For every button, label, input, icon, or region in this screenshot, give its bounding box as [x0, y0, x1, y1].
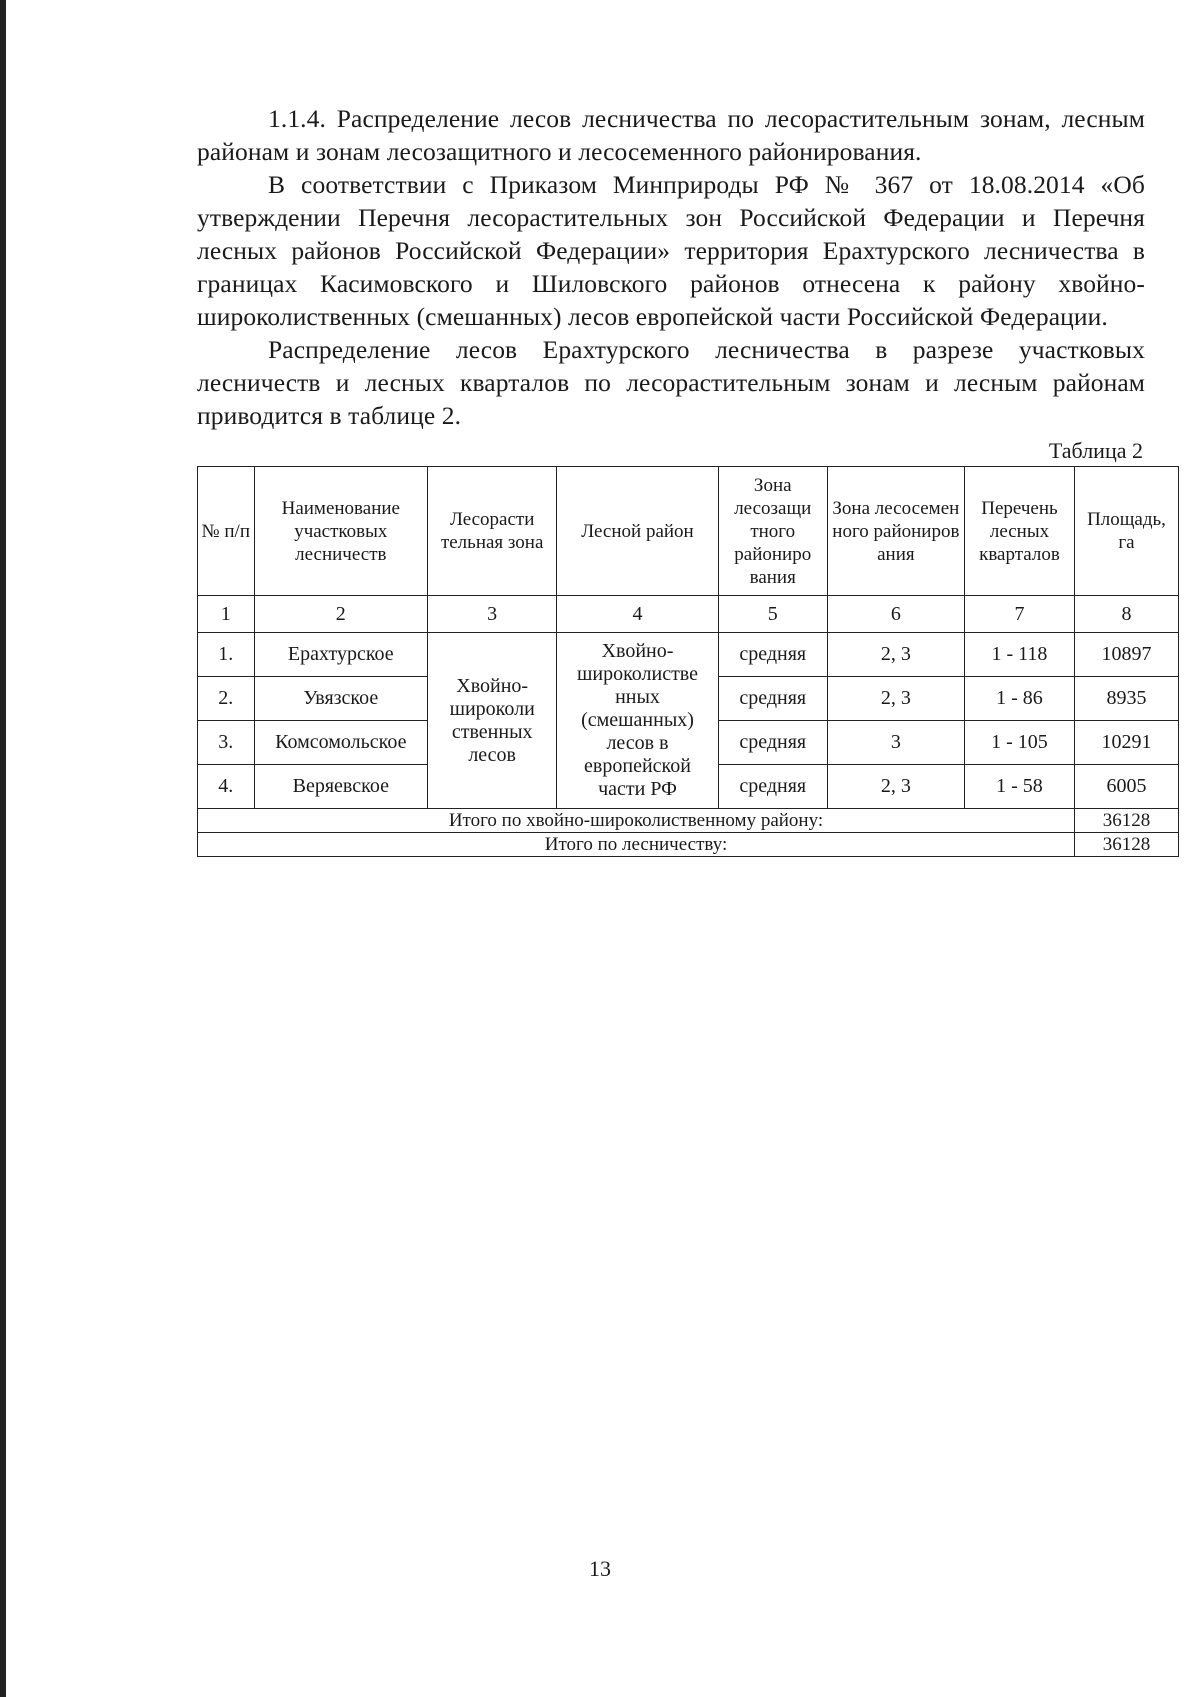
- total-label: Итого по хвойно-широколиственному району:: [198, 809, 1075, 833]
- header-quarters: Перечень лесных кварталов: [964, 467, 1074, 596]
- row-number: 2.: [198, 677, 255, 721]
- protection-zone: средняя: [718, 633, 827, 677]
- row-number: 4.: [198, 765, 255, 809]
- header-number: № п/п: [198, 467, 255, 596]
- column-number: 1: [198, 596, 255, 633]
- header-area: Площадь, га: [1074, 467, 1178, 596]
- total-value: 36128: [1074, 809, 1178, 833]
- total-row-forestry: [198, 833, 1179, 857]
- column-number: 5: [718, 596, 827, 633]
- seed-zone: 2, 3: [827, 765, 964, 809]
- quarters: 1 - 58: [964, 765, 1074, 809]
- table-caption: Таблица 2: [1048, 438, 1143, 463]
- area: 8935: [1074, 677, 1178, 721]
- column-number: 6: [827, 596, 964, 633]
- quarters: 1 - 86: [964, 677, 1074, 721]
- total-label: Итого по лесничеству:: [198, 833, 1075, 857]
- header-vegetation-zone: Лесорасти тельная зона: [428, 467, 557, 596]
- forest-district-cell: Хвойно-широколистве нных (смешанных) лесов в европейской части РФ: [557, 633, 718, 809]
- section-heading-paragraph: 1.1.4. Распределение лесов лесничества по лесорастительным зонам, лесным районам и зонам лесозащитного и лесосеменного районирования.: [197, 104, 1145, 166]
- forestry-name: Увязское: [254, 677, 428, 721]
- seed-zone: 2, 3: [827, 633, 964, 677]
- vegetation-zone-cell: Хвойно-широколи ственных лесов: [428, 633, 557, 809]
- total-row-district: [198, 809, 1179, 833]
- area: 10291: [1074, 721, 1178, 765]
- seed-zone: 3: [827, 721, 964, 765]
- table-intro-paragraph: Распределение лесов Ерахтурского лесничества в разрезе участковых лесничеств и лесных кварталов по лесорастительным зонам и лесным районам приводится в таблице 2.: [197, 335, 1145, 430]
- table-header-row: [198, 467, 1179, 596]
- column-number: 3: [428, 596, 557, 633]
- header-seed-zone: Зона лесосемен ного райониров ания: [827, 467, 964, 596]
- protection-zone: средняя: [718, 677, 827, 721]
- column-number: 4: [557, 596, 718, 633]
- page-number: 13: [589, 1556, 611, 1581]
- forest-distribution-table: [197, 466, 1179, 857]
- header-forestry-name: Наименование участковых лесничеств: [254, 467, 428, 596]
- document-body: [197, 102, 1166, 857]
- table-row: [198, 633, 1179, 677]
- quarters: 1 - 105: [964, 721, 1074, 765]
- order-reference-paragraph: В соответствии с Приказом Минприроды РФ № 367 от 18.08.2014 «Об утверждении Перечня лесорастительных зон Российской Федерации и Перечня лесных районов Российской Федерации» территория Ерахтурского лесничества в границах Касимовского и Шиловского районов отнесена к району хвойно-широколиственных (смешанных) лесов европейской части Российской Федерации.: [197, 170, 1145, 331]
- row-number: 1.: [198, 633, 255, 677]
- forestry-name: Ерахтурское: [254, 633, 428, 677]
- area: 10897: [1074, 633, 1178, 677]
- scan-edge: [0, 0, 6, 1697]
- header-forest-district: Лесной район: [557, 467, 718, 596]
- quarters: 1 - 118: [964, 633, 1074, 677]
- forestry-name: Комсомольское: [254, 721, 428, 765]
- column-number: 7: [964, 596, 1074, 633]
- protection-zone: средняя: [718, 721, 827, 765]
- forestry-name: Веряевское: [254, 765, 428, 809]
- protection-zone: средняя: [718, 765, 827, 809]
- seed-zone: 2, 3: [827, 677, 964, 721]
- total-value: 36128: [1074, 833, 1178, 857]
- column-number: 2: [254, 596, 428, 633]
- column-number-row: [198, 596, 1179, 633]
- row-number: 3.: [198, 721, 255, 765]
- area: 6005: [1074, 765, 1178, 809]
- column-number: 8: [1074, 596, 1178, 633]
- header-protection-zone: Зона лесозащи тного райониро вания: [718, 467, 827, 596]
